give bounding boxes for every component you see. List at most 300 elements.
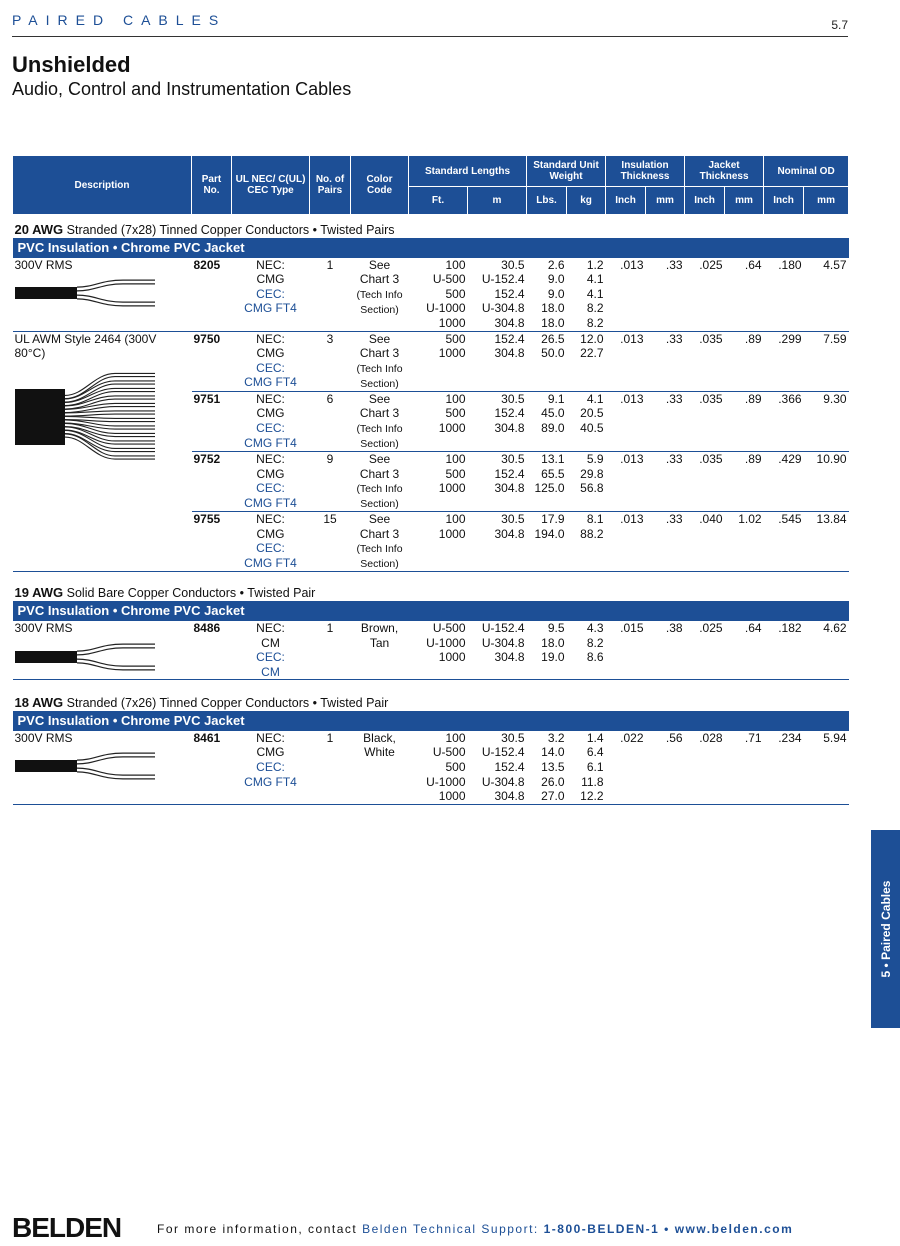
col-part: Part No. — [192, 156, 232, 215]
od-inch: .545 — [764, 512, 804, 572]
footer — [12, 1212, 852, 1246]
length-m-value: U-152.4 — [481, 745, 525, 760]
length-ft-value: 500 — [445, 286, 466, 301]
length-m — [468, 391, 527, 451]
col-od: Nominal OD — [764, 156, 849, 187]
page-header — [12, 10, 848, 37]
insulation-inch: .013 — [606, 451, 646, 511]
length-m-value: U-152.4 — [481, 272, 525, 287]
multi-pair-cable-illustration — [15, 367, 160, 467]
weight-kg-value: 6.1 — [586, 760, 604, 775]
ul-type-line: NEC: — [256, 451, 285, 466]
ul-type — [232, 731, 310, 804]
weight-kg-value: 4.1 — [586, 286, 604, 301]
weight-kg — [567, 621, 606, 680]
col-jk-inch: Inch — [685, 187, 725, 215]
group-spacer — [13, 680, 849, 689]
cable-spec-table — [12, 155, 849, 813]
ul-type-line: CMG FT4 — [244, 555, 297, 570]
weight-lbs — [527, 391, 567, 451]
length-ft-value: 100 — [445, 451, 466, 466]
row-description — [13, 621, 192, 680]
length-m — [468, 331, 527, 391]
table-row — [13, 258, 849, 331]
part-number: 9752 — [192, 451, 232, 511]
color-code-line: Section) — [360, 498, 399, 511]
jacket-mm: .71 — [725, 731, 764, 804]
footer-web-link[interactable]: www.belden.com — [674, 1222, 794, 1236]
length-m-value: 30.5 — [501, 257, 525, 272]
insulation-inch: .022 — [606, 731, 646, 804]
footer-text — [157, 1222, 793, 1236]
weight-kg — [567, 258, 606, 331]
row-description — [13, 731, 192, 804]
description-text: UL AWM Style 2464 (300V 80°C) — [14, 331, 157, 361]
od-mm: 10.90 — [804, 451, 849, 511]
footer-sep: • — [659, 1222, 675, 1236]
weight-kg-value: 4.1 — [586, 391, 604, 406]
weight-kg-value: 8.6 — [586, 650, 604, 665]
weight-kg — [567, 391, 606, 451]
length-ft-value: U-1000 — [426, 635, 466, 650]
weight-lbs-value: 65.5 — [541, 466, 565, 481]
group-header — [13, 215, 849, 238]
weight-kg-value: 5.9 — [586, 451, 604, 466]
ul-type-line: NEC: — [256, 512, 285, 527]
color-code-line: Chart 3 — [359, 466, 400, 481]
part-number: 9755 — [192, 512, 232, 572]
color-code — [351, 621, 409, 680]
pairs: 3 — [310, 331, 351, 391]
jacket-inch: .035 — [685, 391, 725, 451]
pairs: 9 — [310, 451, 351, 511]
insulation-banner — [13, 601, 849, 621]
part-number: 8205 — [192, 258, 232, 331]
row-description — [13, 258, 192, 331]
belden-logo: BELDEN — [12, 1212, 122, 1243]
weight-lbs-value: 27.0 — [541, 789, 565, 804]
cable-illustration — [15, 278, 160, 308]
color-code-line: See — [368, 391, 391, 406]
group-header — [13, 578, 849, 601]
insulation-label: PVC Insulation • Chrome PVC Jacket — [13, 601, 849, 621]
length-m-value: 152.4 — [494, 406, 525, 421]
group-description: Stranded (7x28) Tinned Copper Conductors • Twisted Pairs — [63, 223, 395, 237]
length-ft-value: 500 — [445, 331, 466, 346]
length-ft-value: 1000 — [438, 315, 466, 330]
length-ft-value: 100 — [445, 257, 466, 272]
od-inch: .366 — [764, 391, 804, 451]
length-ft — [409, 621, 468, 680]
length-m-value: 304.8 — [494, 526, 525, 541]
page-subtitle: Audio, Control and Instrumentation Cables — [12, 79, 352, 99]
od-inch: .429 — [764, 451, 804, 511]
ul-type — [232, 451, 310, 511]
weight-lbs — [527, 331, 567, 391]
length-ft-value: 1000 — [438, 420, 466, 435]
awg-label: 19 AWG — [14, 585, 64, 601]
color-code-line: See — [368, 331, 391, 346]
weight-kg — [567, 331, 606, 391]
col-od-inch: Inch — [764, 187, 804, 215]
od-mm: 7.59 — [804, 331, 849, 391]
length-m-value: 30.5 — [501, 451, 525, 466]
ul-type-line: NEC: — [256, 730, 285, 745]
length-ft — [409, 731, 468, 804]
color-code-line: White — [364, 745, 395, 760]
ul-type-line: CEC: — [256, 650, 285, 665]
ul-type-line: CMG — [256, 406, 285, 421]
length-ft-value: 1000 — [438, 346, 466, 361]
weight-kg-value: 1.4 — [586, 730, 604, 745]
jacket-inch: .025 — [685, 621, 725, 680]
ul-type-line: CEC: — [256, 481, 285, 496]
ul-type-line: NEC: — [256, 257, 285, 272]
insulation-inch: .013 — [606, 258, 646, 331]
color-code-line: Black, — [363, 730, 396, 745]
col-jacket: Jacket Thickness — [685, 156, 764, 187]
side-tab-label: 5 • Paired Cables — [878, 880, 893, 978]
group-description: Solid Bare Copper Conductors • Twisted Pair — [63, 586, 316, 601]
color-code-line: Chart 3 — [359, 346, 400, 361]
insulation-mm: .33 — [646, 451, 685, 511]
col-pairs: No. of Pairs — [310, 156, 351, 215]
length-ft-value: U-1000 — [426, 774, 466, 789]
ul-type-line: CMG — [256, 466, 285, 481]
pairs: 1 — [310, 621, 351, 680]
weight-lbs-value: 26.0 — [541, 774, 565, 789]
ul-type-line: CMG — [256, 272, 285, 287]
weight-kg-value: 88.2 — [580, 526, 604, 541]
length-m-value: U-304.8 — [481, 774, 525, 789]
color-code — [351, 451, 409, 511]
part-number: 9751 — [192, 391, 232, 451]
length-m-value: 30.5 — [501, 512, 525, 527]
weight-lbs-value: 19.0 — [541, 650, 565, 665]
od-inch: .182 — [764, 621, 804, 680]
col-m: m — [468, 187, 527, 215]
table-row — [13, 621, 849, 680]
weight-kg-value: 22.7 — [580, 346, 604, 361]
insulation-mm: .56 — [646, 731, 685, 804]
weight-kg-value: 8.2 — [586, 301, 604, 316]
insulation-inch: .013 — [606, 512, 646, 572]
length-m-value: 304.8 — [494, 481, 525, 496]
col-ul: UL NEC/ C(UL) CEC Type — [232, 156, 310, 215]
table-row — [13, 731, 849, 804]
spacer-cell — [13, 804, 849, 813]
awg-label: 18 AWG — [14, 695, 64, 711]
length-m-value: 30.5 — [501, 730, 525, 745]
col-jk-mm: mm — [725, 187, 764, 215]
ul-type — [232, 258, 310, 331]
color-code-line: (Tech Info — [356, 483, 403, 496]
awg-label: 20 AWG — [14, 222, 64, 237]
od-inch: .299 — [764, 331, 804, 391]
length-m-value: 304.8 — [494, 420, 525, 435]
section-title: PAIRED CABLES — [12, 12, 227, 28]
length-m-value: U-304.8 — [481, 635, 525, 650]
weight-kg-value: 8.2 — [586, 315, 604, 330]
weight-lbs-value: 9.0 — [547, 272, 565, 287]
jacket-inch: .035 — [685, 331, 725, 391]
col-od-mm: mm — [804, 187, 849, 215]
weight-kg-value: 4.1 — [586, 272, 604, 287]
color-code-line: Tan — [369, 635, 390, 650]
length-ft — [409, 391, 468, 451]
ul-type-line: NEC: — [256, 620, 285, 635]
jacket-mm: .89 — [725, 451, 764, 511]
length-ft-value: 1000 — [438, 650, 466, 665]
ul-type — [232, 331, 310, 391]
length-m-value: 304.8 — [494, 315, 525, 330]
length-ft-value: 100 — [445, 512, 466, 527]
ul-type-line: CEC: — [256, 541, 285, 556]
insulation-banner — [13, 238, 849, 258]
length-m-value: 152.4 — [494, 760, 525, 775]
weight-kg — [567, 451, 606, 511]
col-color: Color Code — [351, 156, 409, 215]
length-ft-value: U-500 — [432, 620, 466, 635]
length-ft — [409, 512, 468, 572]
length-m — [468, 512, 527, 572]
weight-kg-value: 40.5 — [580, 420, 604, 435]
length-ft-value: 1000 — [438, 481, 466, 496]
group-header-cell — [13, 688, 849, 711]
col-ins-inch: Inch — [606, 187, 646, 215]
part-number: 8486 — [192, 621, 232, 680]
insulation-mm: .38 — [646, 621, 685, 680]
color-code-line: Chart 3 — [359, 526, 400, 541]
weight-lbs-value: 50.0 — [541, 346, 565, 361]
col-weight: Standard Unit Weight — [527, 156, 606, 187]
col-description: Description — [13, 156, 192, 215]
od-mm: 4.57 — [804, 258, 849, 331]
weight-lbs-value: 9.1 — [547, 391, 565, 406]
col-lbs: Lbs. — [527, 187, 567, 215]
ul-type-line: CEC: — [256, 286, 285, 301]
ul-type-line: CEC: — [256, 760, 285, 775]
jacket-mm: .64 — [725, 621, 764, 680]
color-code — [351, 391, 409, 451]
pairs: 6 — [310, 391, 351, 451]
col-kg: kg — [567, 187, 606, 215]
cable-illustration — [15, 751, 160, 781]
group-header — [13, 688, 849, 711]
length-m-value: 304.8 — [494, 789, 525, 804]
group-spacer — [13, 804, 849, 813]
length-m-value: 152.4 — [494, 331, 525, 346]
color-code-line: (Tech Info — [356, 422, 403, 435]
insulation-mm: .33 — [646, 512, 685, 572]
weight-lbs-value: 3.2 — [547, 730, 565, 745]
length-ft-value: 100 — [445, 391, 466, 406]
jacket-mm: .64 — [725, 258, 764, 331]
color-code-line: Section) — [360, 558, 399, 571]
ul-type — [232, 391, 310, 451]
weight-lbs-value: 9.0 — [547, 286, 565, 301]
od-mm: 5.94 — [804, 731, 849, 804]
footer-text-lead: For more information, contact — [157, 1222, 363, 1236]
od-mm: 4.62 — [804, 621, 849, 680]
length-ft — [409, 258, 468, 331]
length-ft-value: 1000 — [438, 789, 466, 804]
weight-lbs-value: 18.0 — [541, 301, 565, 316]
ul-type-line: CMG FT4 — [244, 774, 297, 789]
ul-type-line: CMG FT4 — [244, 375, 297, 390]
color-code-line: Chart 3 — [359, 272, 400, 287]
weight-lbs-value: 9.5 — [547, 620, 565, 635]
color-code — [351, 731, 409, 804]
length-m-value: 304.8 — [494, 346, 525, 361]
jacket-inch: .028 — [685, 731, 725, 804]
od-mm: 9.30 — [804, 391, 849, 451]
color-code-line: See — [368, 512, 391, 527]
length-ft-value: U-1000 — [426, 301, 466, 316]
insulation-mm: .33 — [646, 391, 685, 451]
insulation-inch: .015 — [606, 621, 646, 680]
length-ft — [409, 451, 468, 511]
jacket-inch: .035 — [685, 451, 725, 511]
length-m-value: 30.5 — [501, 391, 525, 406]
insulation-inch: .013 — [606, 331, 646, 391]
part-number: 8461 — [192, 731, 232, 804]
side-tab[interactable] — [871, 830, 900, 1028]
weight-kg-value: 12.0 — [580, 331, 604, 346]
length-m-value: 152.4 — [494, 286, 525, 301]
weight-lbs — [527, 621, 567, 680]
od-inch: .180 — [764, 258, 804, 331]
length-ft-value: 1000 — [438, 526, 466, 541]
jacket-inch: .025 — [685, 258, 725, 331]
ul-type-line: CMG FT4 — [244, 435, 297, 450]
ul-type-line: CMG — [256, 526, 285, 541]
col-ft: Ft. — [409, 187, 468, 215]
table-body — [13, 215, 849, 813]
length-m-value: 304.8 — [494, 650, 525, 665]
insulation-mm: .33 — [646, 258, 685, 331]
color-code-line: See — [368, 257, 391, 272]
length-m-value: U-304.8 — [481, 301, 525, 316]
weight-lbs — [527, 451, 567, 511]
length-ft — [409, 331, 468, 391]
group-header-cell — [13, 578, 849, 601]
color-code-line: See — [368, 451, 391, 466]
color-code — [351, 331, 409, 391]
weight-lbs-value: 18.0 — [541, 635, 565, 650]
weight-lbs-value: 13.1 — [541, 451, 565, 466]
weight-kg-value: 12.2 — [580, 789, 604, 804]
weight-kg-value: 1.2 — [586, 257, 604, 272]
jacket-inch: .040 — [685, 512, 725, 572]
length-m — [468, 451, 527, 511]
weight-kg — [567, 512, 606, 572]
part-number: 9750 — [192, 331, 232, 391]
ul-type-line: CMG FT4 — [244, 495, 297, 510]
col-ins-mm: mm — [646, 187, 685, 215]
ul-type-line: CEC: — [256, 420, 285, 435]
jacket-mm: .89 — [725, 331, 764, 391]
length-m — [468, 731, 527, 804]
weight-lbs-value: 125.0 — [534, 481, 565, 496]
weight-lbs — [527, 731, 567, 804]
description-text: 300V RMS — [14, 730, 73, 745]
length-ft-value: U-500 — [432, 745, 466, 760]
color-code-line: (Tech Info — [356, 288, 403, 301]
color-code-line: Chart 3 — [359, 406, 400, 421]
group-header-cell — [13, 215, 849, 238]
weight-lbs-value: 89.0 — [541, 420, 565, 435]
cable-illustration — [15, 642, 160, 672]
length-ft-value: 500 — [445, 466, 466, 481]
weight-lbs-value: 14.0 — [541, 745, 565, 760]
ul-type-line: NEC: — [256, 331, 285, 346]
jacket-mm: .89 — [725, 391, 764, 451]
weight-kg-value: 20.5 — [580, 406, 604, 421]
ul-type — [232, 621, 310, 680]
length-m — [468, 621, 527, 680]
length-m-value: 152.4 — [494, 466, 525, 481]
od-inch: .234 — [764, 731, 804, 804]
weight-lbs — [527, 512, 567, 572]
weight-lbs-value: 45.0 — [541, 406, 565, 421]
ul-type-line: CEC: — [256, 360, 285, 375]
weight-lbs-value: 2.6 — [547, 257, 565, 272]
length-ft-value: 500 — [445, 406, 466, 421]
insulation-banner — [13, 711, 849, 731]
insulation-inch: .013 — [606, 391, 646, 451]
spacer-cell — [13, 680, 849, 689]
color-code-line: (Tech Info — [356, 543, 403, 556]
insulation-mm: .33 — [646, 331, 685, 391]
pairs: 1 — [310, 731, 351, 804]
page-title: Unshielded — [12, 52, 131, 77]
length-m — [468, 258, 527, 331]
weight-kg-value: 6.4 — [586, 745, 604, 760]
weight-lbs-value: 26.5 — [541, 331, 565, 346]
weight-lbs-value: 194.0 — [534, 526, 565, 541]
row-description — [13, 331, 192, 572]
group-description: Stranded (7x26) Tinned Copper Conductors • Twisted Pair — [63, 696, 389, 711]
length-ft-value: 100 — [445, 730, 466, 745]
ul-type — [232, 512, 310, 572]
page-number: 5.7 — [831, 18, 848, 32]
color-code-line: Section) — [360, 437, 399, 450]
color-code-line: (Tech Info — [356, 362, 403, 375]
weight-kg-value: 29.8 — [580, 466, 604, 481]
weight-lbs-value: 13.5 — [541, 760, 565, 775]
ul-type-line: CM — [261, 664, 280, 679]
weight-kg-value: 8.2 — [586, 635, 604, 650]
weight-kg-value: 11.8 — [581, 774, 604, 789]
description-text: 300V RMS — [14, 620, 73, 635]
pairs: 15 — [310, 512, 351, 572]
color-code — [351, 258, 409, 331]
weight-kg-value: 4.3 — [586, 620, 604, 635]
footer-phone[interactable]: 1-800-BELDEN-1 — [543, 1222, 660, 1236]
length-ft-value: U-500 — [432, 272, 466, 287]
jacket-mm: 1.02 — [725, 512, 764, 572]
insulation-label: PVC Insulation • Chrome PVC Jacket — [13, 238, 849, 258]
weight-lbs-value: 18.0 — [541, 315, 565, 330]
col-insulation: Insulation Thickness — [606, 156, 685, 187]
description-text: 300V RMS — [14, 257, 73, 272]
color-code-line: Brown, — [360, 620, 399, 635]
weight-lbs — [527, 258, 567, 331]
table-row — [13, 331, 849, 391]
pairs: 1 — [310, 258, 351, 331]
weight-kg-value: 8.1 — [586, 512, 604, 527]
